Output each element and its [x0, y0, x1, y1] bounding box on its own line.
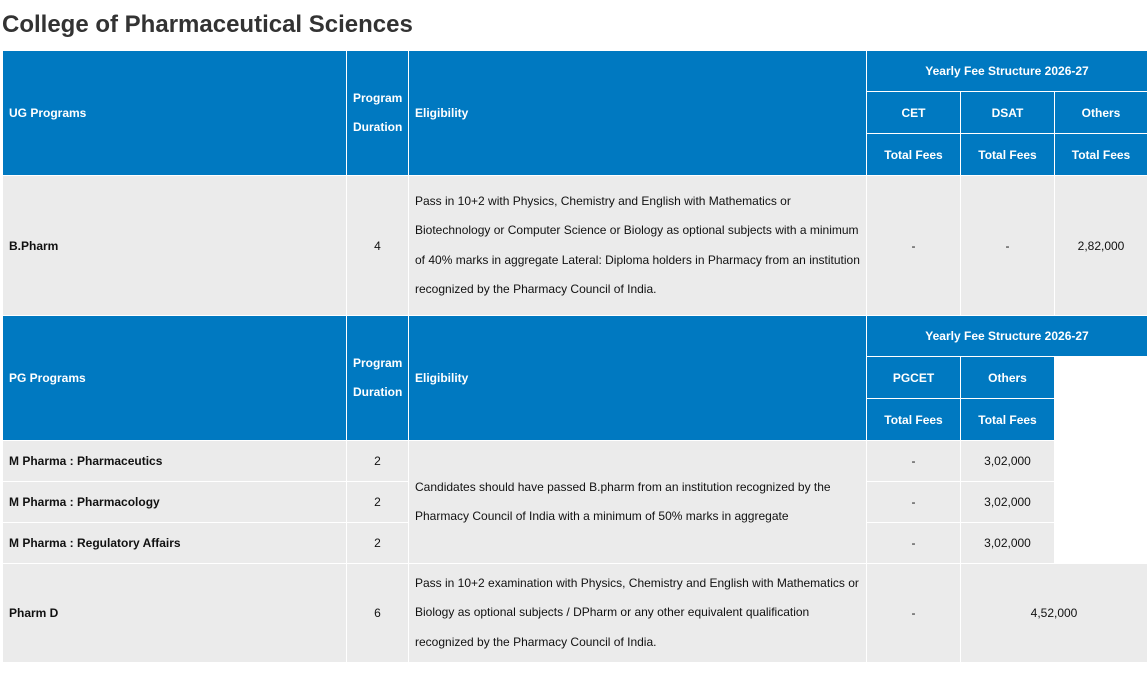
program-duration: 6 — [347, 564, 409, 663]
eligibility-line: of 40% marks in aggregate Lateral: Diploma holders in Pharmacy from an institution — [415, 252, 860, 267]
eligibility-line: Candidates should have passed B.pharm from an institution recognized by the — [415, 479, 831, 494]
pg-duration-header-line1: Program — [353, 356, 403, 370]
page-title: College of Pharmaceutical Sciences — [2, 11, 413, 38]
program-duration: 2 — [347, 482, 409, 523]
eligibility-text — [409, 176, 867, 316]
others-fee: 3,02,000 — [961, 482, 1055, 523]
pgcet-fee: - — [867, 482, 961, 523]
program-duration: 2 — [347, 523, 409, 564]
table-row — [3, 441, 1147, 482]
others-fee: 3,02,000 — [961, 523, 1055, 564]
program-name: Pharm D — [3, 564, 347, 663]
ug-cet-total-fees: Total Fees — [867, 134, 961, 176]
pg-quota-pgcet: PGCET — [867, 357, 961, 399]
ug-duration-header — [347, 51, 409, 176]
pgcet-fee: - — [867, 441, 961, 482]
eligibility-line: Pass in 10+2 examination with Physics, Chemistry and English with Mathematics or — [415, 575, 859, 590]
ug-dsat-total-fees: Total Fees — [961, 134, 1055, 176]
pg-quota-others: Others — [961, 357, 1055, 399]
eligibility-line: recognized by the Pharmacy Council of India. — [415, 634, 657, 649]
ug-quota-others: Others — [1055, 92, 1147, 134]
table-row — [3, 564, 1147, 663]
eligibility-line: Biotechnology or Computer Science or Biology as optional subjects with a minimum — [415, 223, 859, 237]
dsat-fee: - — [961, 176, 1055, 316]
pg-programs-header: PG Programs — [3, 316, 347, 441]
ug-duration-header-line2: Duration — [353, 120, 403, 134]
eligibility-text — [409, 564, 867, 663]
eligibility-line: Pass in 10+2 with Physics, Chemistry and English with Mathematics or — [415, 193, 791, 208]
ug-quota-cet: CET — [867, 92, 961, 134]
pg-others-total-fees: Total Fees — [961, 399, 1055, 441]
program-duration: 2 — [347, 441, 409, 482]
pg-pgcet-total-fees: Total Fees — [867, 399, 961, 441]
ug-others-total-fees: Total Fees — [1055, 134, 1147, 176]
ug-fee-structure-header: Yearly Fee Structure 2026-27 — [867, 51, 1147, 92]
others-fee: 2,82,000 — [1055, 176, 1147, 316]
pg-shared-eligibility-text — [409, 441, 867, 564]
pg-duration-header — [347, 316, 409, 441]
cet-fee: - — [867, 176, 961, 316]
pg-eligibility-header: Eligibility — [409, 316, 867, 441]
program-name: B.Pharm — [3, 176, 347, 316]
ug-duration-header-line1: Program — [353, 91, 403, 105]
program-name: M Pharma : Pharmacology — [3, 482, 347, 523]
fee-table — [2, 50, 1147, 663]
program-name: M Pharma : Pharmaceutics — [3, 441, 347, 482]
pg-duration-header-line2: Duration — [353, 385, 403, 399]
pgcet-fee: - — [867, 564, 961, 663]
program-duration: 4 — [347, 176, 409, 316]
empty-cell — [1055, 357, 1147, 564]
pg-fee-structure-header: Yearly Fee Structure 2026-27 — [867, 316, 1147, 357]
eligibility-line: Biology as optional subjects / DPharm or any other equivalent qualification — [415, 605, 810, 620]
pgcet-fee: - — [867, 523, 961, 564]
others-fee: 4,52,000 — [961, 564, 1147, 663]
eligibility-line: recognized by the Pharmacy Council of India. — [415, 282, 657, 296]
table-row — [3, 176, 1147, 316]
ug-programs-header: UG Programs — [3, 51, 347, 176]
ug-quota-dsat: DSAT — [961, 92, 1055, 134]
program-name: M Pharma : Regulatory Affairs — [3, 523, 347, 564]
eligibility-line: Pharmacy Council of India with a minimum of 50% marks in aggregate — [415, 509, 789, 523]
ug-eligibility-header: Eligibility — [409, 51, 867, 176]
others-fee: 3,02,000 — [961, 441, 1055, 482]
